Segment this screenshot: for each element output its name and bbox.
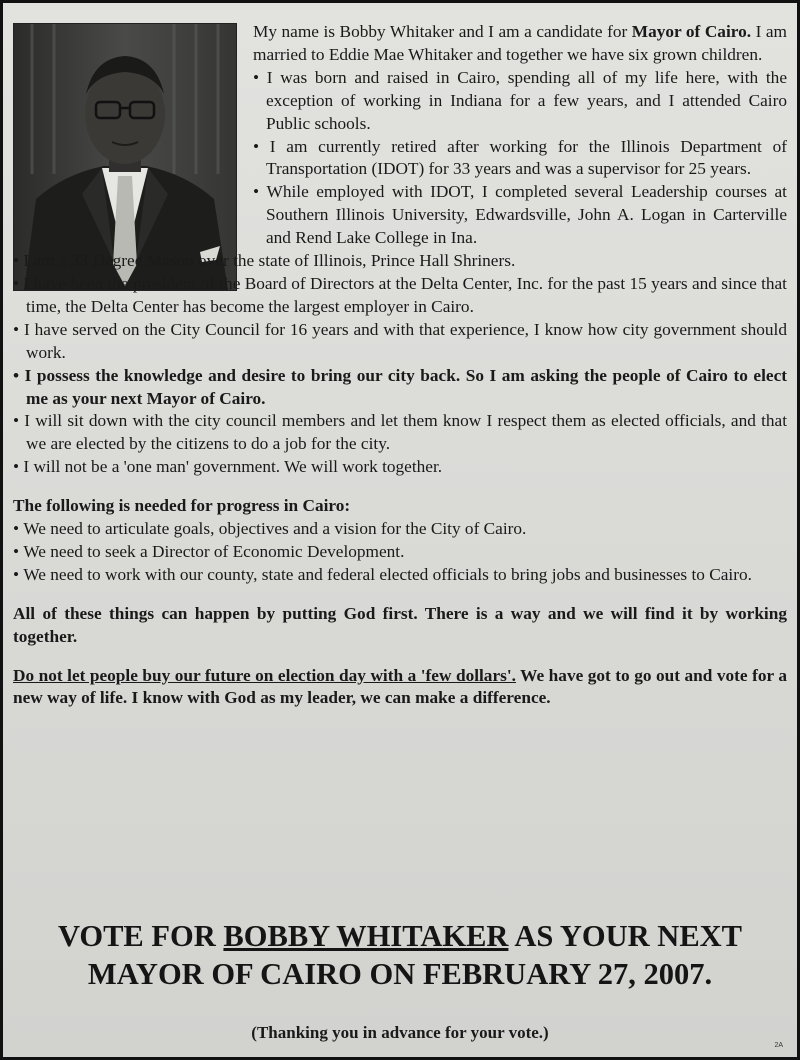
vote-pre: VOTE FOR xyxy=(57,919,224,953)
candidate-name: BOBBY WHITAKER xyxy=(223,919,509,953)
bullet-item: • While employed with IDOT, I completed several Leadership courses at Southern Illinois University, Edwardsville, John A. Logan in Carterville and Rend Lake College in Ina. xyxy=(253,181,787,250)
intro-paragraph xyxy=(253,21,787,67)
vote-line-2: MAYOR OF CAIRO ON FEBRUARY 27, 2007. xyxy=(87,957,713,991)
thanks-line: (Thanking you in advance for your vote.) xyxy=(251,1023,549,1042)
bullet-item: • I was born and raised in Cairo, spending all of my life here, with the exception of working in Indiana for a few years, and I attended Cairo Public schools. xyxy=(253,67,787,136)
vote-headline xyxy=(3,917,797,993)
vote-post: AS YOUR NEXT xyxy=(508,919,743,953)
progress-bullet: • We need to work with our county, state and federal elected officials to bring jobs and businesses to Cairo. xyxy=(13,564,787,587)
bullet-item: • I have been the president of the Board of Directors at the Delta Center, Inc. for the past 15 years and since that time, the Delta Center has become the largest employer in Cairo. xyxy=(13,273,787,319)
bullet-item-bold: • I possess the knowledge and desire to bring our city back. So I am asking the people of Cairo to elect me as your next Mayor of Cairo. xyxy=(13,365,787,411)
closing-rest: We have got to go out and vote for a new way of life. I know with God as my leader, we can make a difference. xyxy=(13,665,787,708)
intro-block xyxy=(253,21,787,250)
bullet-item: • I will sit down with the city council members and let them know I respect them as elected officials, and that we are elected by the citizens to do a job for the city. xyxy=(13,410,787,456)
ad-body-text xyxy=(13,21,787,710)
closing-underlined: Do not let people buy our future on election day with a 'few dollars'. xyxy=(13,665,516,685)
bullet-item: • I am a 33 Degree Mason over the state of Illinois, Prince Hall Shriners. xyxy=(13,250,787,273)
progress-bullet: • We need to articulate goals, objectives and a vision for the City of Cairo. xyxy=(13,518,787,541)
intro-lead: My name is Bobby Whitaker and I am a candidate for xyxy=(253,22,632,41)
bullet-item: • I will not be a 'one man' government. We will work together. xyxy=(13,456,787,479)
bullet-item: • I have served on the City Council for 16 years and with that experience, I know how city government should work. xyxy=(13,319,787,365)
closing-paragraph xyxy=(13,665,787,711)
god-first-paragraph: All of these things can happen by putting God first. There is a way and we will find it by working together. xyxy=(13,603,787,646)
progress-heading: The following is needed for progress in Cairo: xyxy=(13,496,351,516)
vote-line-1 xyxy=(3,917,797,955)
intro-bold: Mayor of Cairo. xyxy=(631,22,752,41)
intro-tail: I am married to Eddie Mae Whitaker and together we have six grown children. xyxy=(253,22,787,64)
progress-bullet: • We need to seek a Director of Economic Development. xyxy=(13,541,787,564)
page-mark: 2A xyxy=(774,1042,783,1049)
bullet-item: • I am currently retired after working for the Illinois Department of Transportation (IDOT) for 33 years and was a supervisor for 25 years. xyxy=(253,136,787,182)
